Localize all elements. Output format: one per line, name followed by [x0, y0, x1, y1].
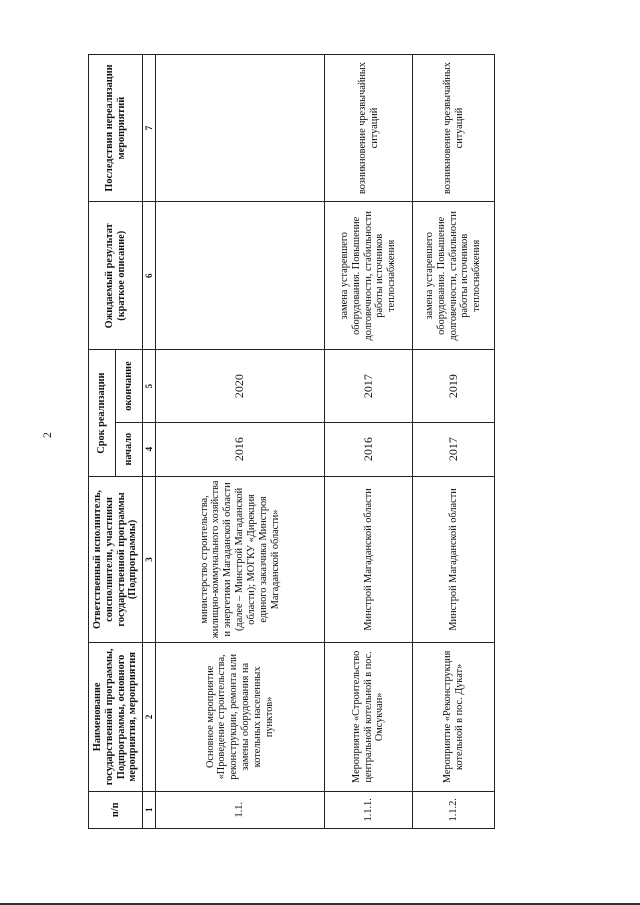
table-row — [156, 55, 325, 829]
header-end: окончание — [116, 350, 143, 422]
row-result: замена устаревшего оборудования. Повышение долговечности, стабильности работы источников теплоснабжения — [325, 202, 413, 350]
row-end: 2019 — [413, 350, 495, 422]
row-num: 1.1.2. — [413, 791, 495, 828]
header-consequences: Последствия нереализации мероприятий — [89, 55, 143, 202]
col-number: 4 — [143, 422, 156, 476]
row-end: 2017 — [325, 350, 413, 422]
header-num: п/п — [89, 791, 143, 828]
row-responsible: Минстрой Магаданской области — [325, 476, 413, 642]
row-responsible: министерство строительства, жилищно-коммунального хозяйства и энергетики Магаданской области (далее – Минстрой Магаданской области); МОГКУ «Дирекция единого заказчика Минстроя Магаданской области» — [156, 476, 325, 642]
col-number: 6 — [143, 202, 156, 350]
program-table — [88, 54, 495, 829]
row-end: 2020 — [156, 350, 325, 422]
row-start: 2016 — [156, 422, 325, 476]
row-name: Мероприятие «Строительство центральной котельной в пос. Омсукчан» — [325, 643, 413, 791]
header-result: Ожидаемый результат (краткое описание) — [89, 202, 143, 350]
row-num: 1.1. — [156, 791, 325, 828]
col-number: 1 — [143, 791, 156, 828]
row-start: 2017 — [413, 422, 495, 476]
col-number: 5 — [143, 350, 156, 422]
header-name: Наименование государственной программы, Подпрограммы, основного мероприятия, мероприятия — [89, 643, 143, 791]
col-number: 3 — [143, 476, 156, 642]
row-start: 2016 — [325, 422, 413, 476]
page-number: 2 — [40, 432, 54, 438]
header-responsible: Ответственный исполнитель, соисполнители, участники государственной программы (Подпрограммы) — [89, 476, 143, 642]
row-name: Мероприятие «Реконструкция котельной в пос. Дукат» — [413, 643, 495, 791]
col-number: 7 — [143, 55, 156, 202]
header-start: начало — [116, 422, 143, 476]
row-name: Основное мероприятие «Проведение строительства, реконструкции, ремонта или замены оборудования на котельных населенных пунктов» — [156, 643, 325, 791]
row-responsible: Минстрой Магаданской области — [413, 476, 495, 642]
header-period: Срок реализации — [89, 350, 116, 476]
table-row — [413, 55, 495, 829]
row-consequences — [156, 55, 325, 202]
row-consequences: возникновение чрезвычайных ситуаций — [413, 55, 495, 202]
row-num: 1.1.1. — [325, 791, 413, 828]
table-row — [325, 55, 413, 829]
rotated-table-container — [88, 54, 528, 829]
column-number-row — [143, 55, 156, 829]
row-result — [156, 202, 325, 350]
row-result: замена устаревшего оборудования. Повышение долговечности, стабильности работы источников теплоснабжения — [413, 202, 495, 350]
col-number: 2 — [143, 643, 156, 791]
row-consequences: возникновение чрезвычайных ситуаций — [325, 55, 413, 202]
